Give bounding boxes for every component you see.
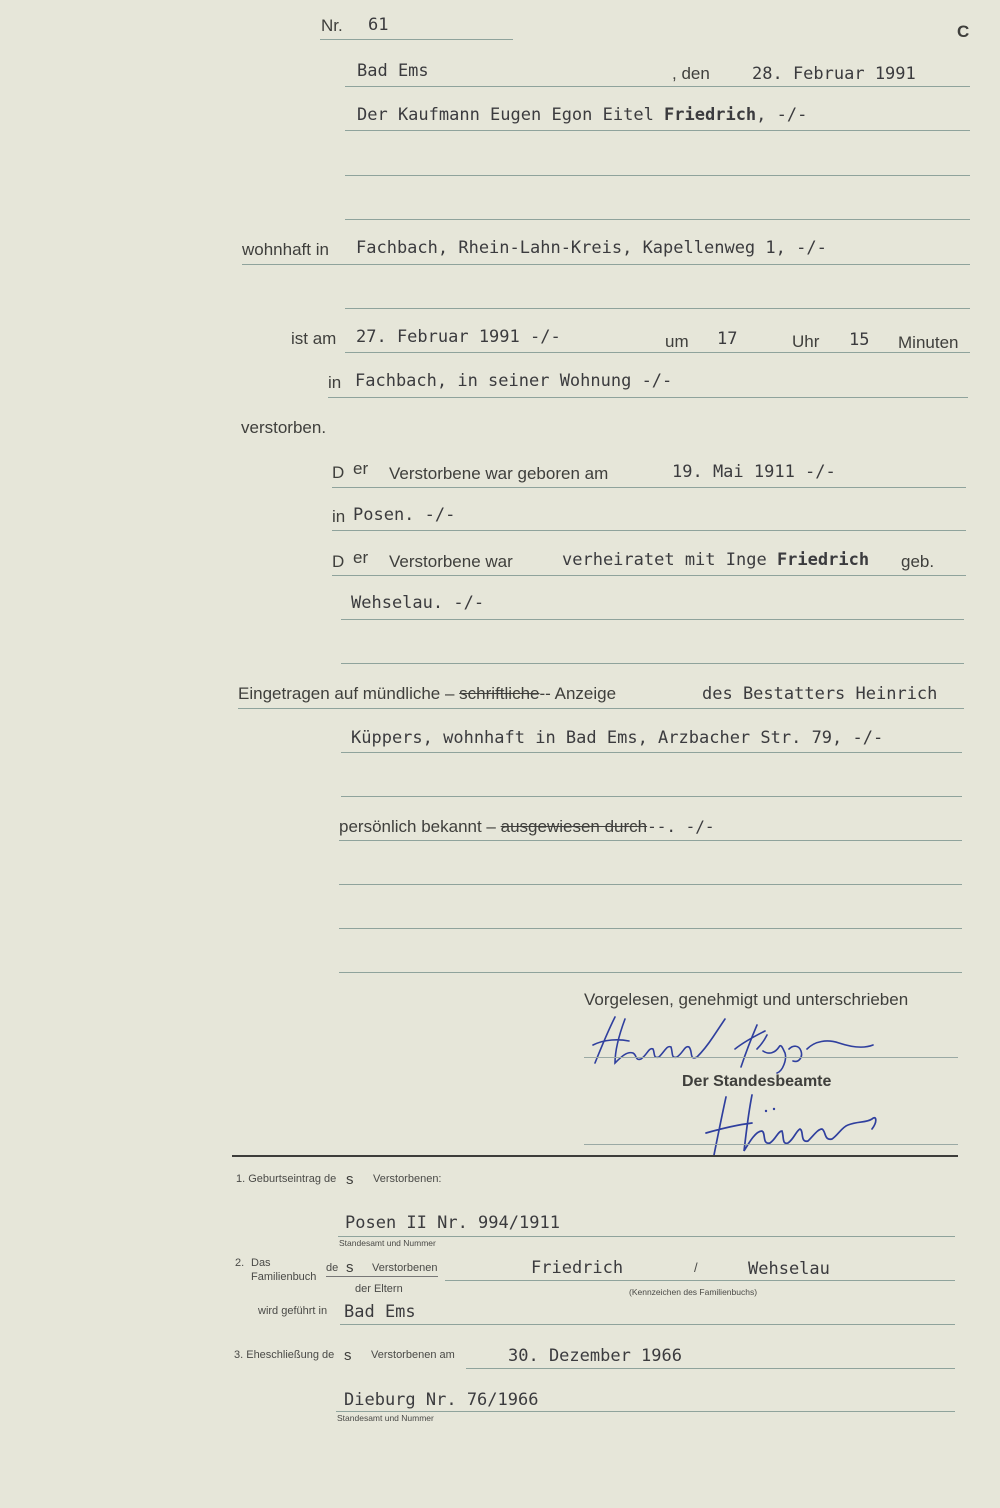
signature-kueppers (585, 1005, 885, 1075)
entry-line-1 (238, 708, 964, 709)
blank-line-5 (341, 796, 962, 797)
marriage-d-label: D (332, 552, 345, 571)
f2-line (445, 1280, 955, 1281)
blank-line-1 (345, 175, 970, 176)
blank-line-2 (345, 219, 970, 220)
f3-label2: Verstorbenen am (371, 1349, 455, 1361)
maiden-name: Wehselau. -/- (351, 593, 485, 613)
maiden-line (341, 619, 964, 620)
f1-label2: Verstorbenen: (373, 1173, 442, 1185)
f2-verstorbenen: Verstorbenen (372, 1262, 438, 1274)
death-hour: 17 (717, 329, 738, 349)
f2-de-line (326, 1276, 438, 1277)
nr-underline (320, 39, 513, 40)
corner-letter: C (957, 22, 970, 41)
f3-value-line (336, 1411, 955, 1412)
person-line (345, 130, 970, 131)
f1-label: 1. Geburtseintrag de (236, 1173, 337, 1185)
f2-familienbuch: Familienbuch (251, 1271, 317, 1283)
birth-er-label: er (353, 459, 369, 478)
f2-das: Das (251, 1257, 271, 1269)
signature-line-2 (584, 1144, 958, 1145)
f1-value: Posen II Nr. 994/1911 (345, 1213, 560, 1233)
registry-date: 28. Februar 1991 (752, 64, 916, 84)
um-label: um (665, 332, 689, 351)
person-name: Der Kaufmann Eugen Egon Eitel Friedrich, -/- (357, 105, 808, 125)
f1-s: s (346, 1171, 354, 1188)
signature-haeuser (700, 1085, 900, 1160)
death-minutes: 15 (849, 330, 870, 350)
f2-name2: Wehselau (748, 1259, 830, 1279)
entry-value-line2: Küppers, wohnhaft in Bad Ems, Arzbacher Str. 79, -/- (351, 728, 884, 748)
entry-label: Eingetragen auf mündliche – schriftliche-- Anzeige (238, 684, 617, 703)
f3-caption: Standesamt und Nummer (337, 1413, 434, 1423)
f2-s: s (346, 1259, 354, 1276)
residence-label: wohnhaft in (242, 240, 329, 259)
identity-line (339, 840, 962, 841)
death-place-line (328, 397, 968, 398)
entry-line-2 (341, 752, 962, 753)
f3-label: 3. Eheschließung de (234, 1349, 335, 1361)
ist-am-label: ist am (291, 329, 337, 348)
birth-place-line (332, 530, 966, 531)
verstorben-label: verstorben. (241, 418, 327, 437)
death-place: Fachbach, in seiner Wohnung -/- (355, 371, 673, 391)
place-date-line (345, 86, 970, 87)
blank-line-7 (339, 928, 962, 929)
blank-line-8 (339, 972, 962, 973)
f2-place-line (340, 1324, 955, 1325)
f2-der-eltern: der Eltern (355, 1283, 403, 1295)
death-date: 27. Februar 1991 -/- (356, 327, 561, 347)
nr-value: 61 (368, 15, 389, 35)
signature-line-1 (584, 1057, 958, 1058)
birth-label: Verstorbene war geboren am (389, 464, 609, 483)
den-label: , den (672, 64, 710, 83)
birth-d-label: D (332, 463, 345, 482)
blank-line-3 (345, 308, 970, 309)
f2-gefuehrt-label: wird geführt in (258, 1305, 328, 1317)
f2-name1: Friedrich (531, 1258, 624, 1278)
standesbeamte-label: Der Standesbeamte (682, 1073, 832, 1090)
f3-s: s (344, 1347, 352, 1364)
f2-slash: / (694, 1260, 698, 1275)
f3-line (466, 1368, 955, 1369)
footer-divider (232, 1155, 958, 1157)
residence-line (242, 264, 970, 265)
f2-num: 2. (235, 1257, 245, 1269)
f1-line (338, 1236, 955, 1237)
f3-date: 30. Dezember 1966 (508, 1346, 682, 1366)
marriage-label: Verstorbene war (389, 552, 513, 571)
vorgelesen-label: Vorgelesen, genehmigt und unterschrieben (584, 990, 909, 1009)
birth-line (332, 487, 966, 488)
uhr-label: Uhr (792, 332, 820, 351)
f2-kennzeichen: (Kennzeichen des Familienbuchs) (629, 1287, 758, 1297)
marriage-er-label: er (353, 548, 369, 567)
identity-label: persönlich bekannt – ausgewiesen durch--. -/- (339, 817, 715, 836)
entry-value-line1: des Bestatters Heinrich (702, 684, 938, 704)
nr-label: Nr. (321, 16, 343, 35)
marriage-value: verheiratet mit Inge Friedrich (562, 550, 870, 570)
f2-place: Bad Ems (344, 1302, 416, 1322)
minuten-label: Minuten (898, 333, 959, 352)
birth-date: 19. Mai 1911 -/- (672, 462, 836, 482)
geb-label: geb. (901, 552, 935, 571)
registry-place: Bad Ems (357, 61, 429, 81)
blank-line-4 (341, 663, 964, 664)
f3-value: Dieburg Nr. 76/1966 (344, 1390, 539, 1410)
death-in-label: in (328, 373, 342, 392)
f1-caption: Standesamt und Nummer (339, 1238, 436, 1248)
f2-de: de (326, 1262, 339, 1274)
blank-line-6 (339, 884, 962, 885)
marriage-line (332, 575, 966, 576)
death-line (345, 352, 970, 353)
birth-in-label: in (332, 507, 346, 526)
birth-place: Posen. -/- (353, 505, 456, 525)
residence-value: Fachbach, Rhein-Lahn-Kreis, Kapellenweg 1, -/- (356, 238, 827, 258)
